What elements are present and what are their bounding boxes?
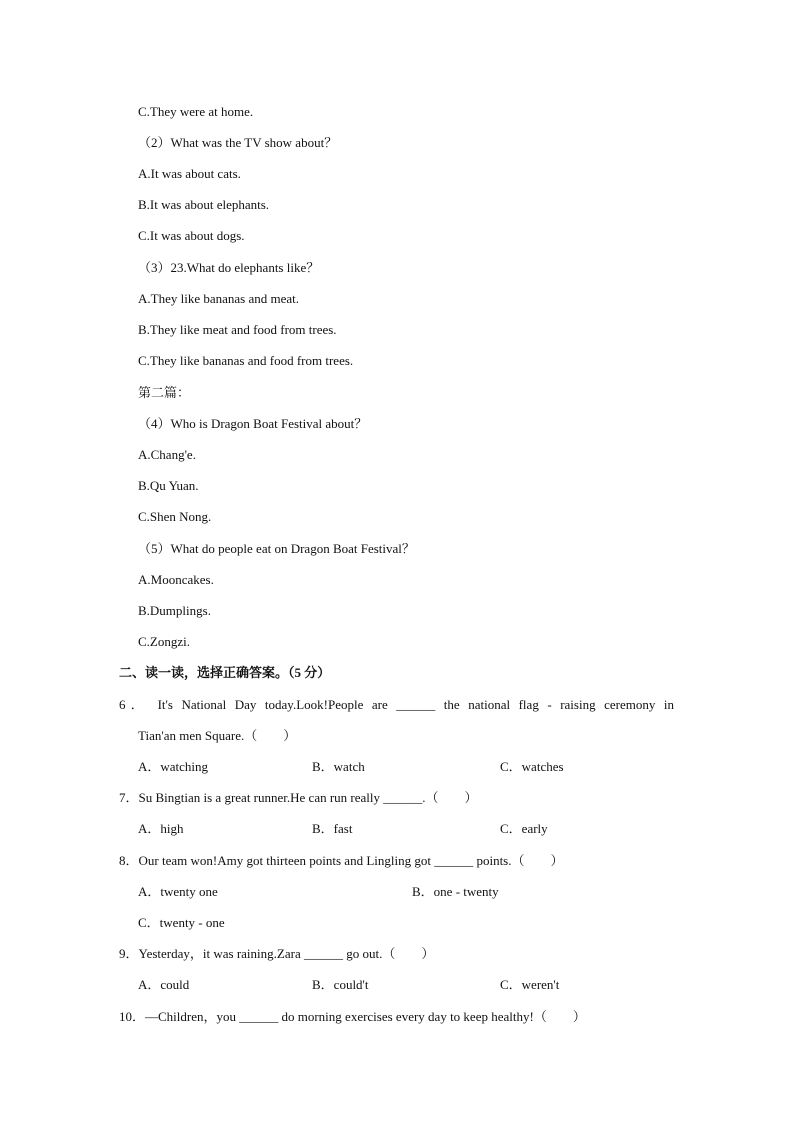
q9-option-a: A．could: [138, 977, 190, 992]
q8-option-a: A．twenty one: [138, 884, 218, 899]
q4-stem: （4）Who is Dragon Boat Festival about？: [138, 416, 368, 431]
q9-option-c: C．weren't: [500, 977, 560, 992]
q2-stem: （2）What was the TV show about？: [138, 135, 338, 150]
q5-option-b: B.Dumplings.: [138, 603, 211, 618]
q8-stem: 8．Our team won!Amy got thirteen points and Lingling got ______ points.（ ）: [119, 853, 564, 868]
q4-option-a: A.Chang'e.: [138, 447, 196, 462]
q4-option-b: B.Qu Yuan.: [138, 478, 199, 493]
q5-stem: （5）What do people eat on Dragon Boat Festival？: [138, 541, 415, 556]
q3-option-c: C.They like bananas and food from trees.: [138, 353, 354, 368]
q7-stem: 7．Su Bingtian is a great runner.He can run really ______.（ ）: [119, 790, 478, 805]
q7-option-b: B．fast: [312, 821, 353, 836]
q6-option-c: C．watches: [500, 759, 564, 774]
q2-option-c: C.It was about dogs.: [138, 228, 245, 243]
q3-option-b: B.They like meat and food from trees.: [138, 322, 337, 337]
q1-option-c: C.They were at home.: [138, 104, 254, 119]
q8-option-b: B．one - twenty: [412, 884, 499, 899]
q8-option-c: C．twenty - one: [138, 915, 225, 930]
q9-option-b: B．could't: [312, 977, 369, 992]
q3-option-a: A.They like bananas and meat.: [138, 291, 299, 306]
q6-stem-line2: Tian'an men Square.（ ）: [138, 728, 297, 743]
section2-title: 二、读一读，选择正确答案。（5 分）: [119, 665, 331, 680]
q7-option-c: C．early: [500, 821, 548, 836]
q6-option-a: A．watching: [138, 759, 209, 774]
passage2-title: 第二篇：: [138, 385, 191, 400]
q6-option-b: B．watch: [312, 759, 365, 774]
q3-stem: （3）23.What do elephants like？: [138, 260, 320, 275]
q6-stem-line1: 6． It's National Day today.Look!People are ______ the national flag - raising ceremony in: [119, 697, 674, 712]
q2-option-a: A.It was about cats.: [138, 166, 241, 181]
q9-stem: 9．Yesterday，it was raining.Zara ______ go out.（ ）: [119, 946, 435, 961]
q10-stem: 10．—Children，you ______ do morning exercises every day to keep healthy!（ ）: [119, 1009, 586, 1024]
q2-option-b: B.It was about elephants.: [138, 197, 270, 212]
q5-option-c: C.Zongzi.: [138, 634, 190, 649]
q5-option-a: A.Mooncakes.: [138, 572, 214, 587]
q4-option-c: C.Shen Nong.: [138, 509, 212, 524]
q7-option-a: A．high: [138, 821, 184, 836]
